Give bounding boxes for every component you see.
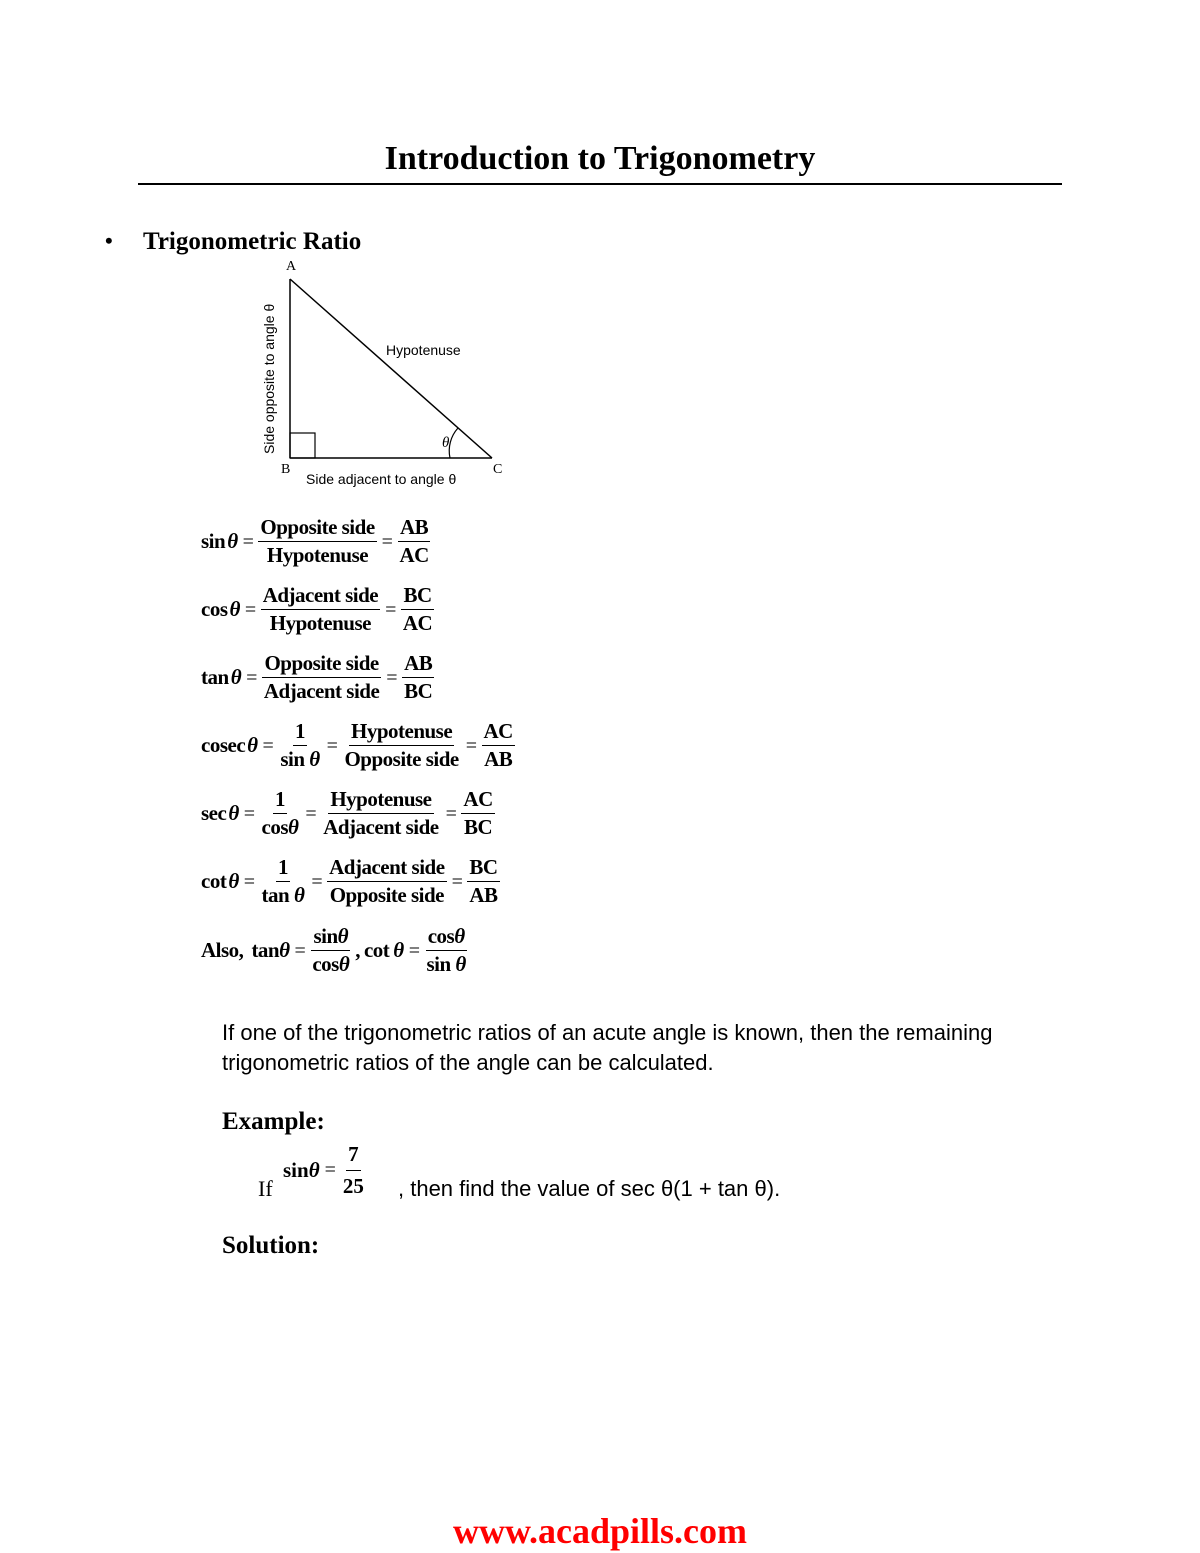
fraction [321, 789, 440, 838]
numerator: Opposite side [262, 653, 380, 678]
denominator: AC [402, 611, 433, 635]
formula-label: tan [201, 665, 229, 689]
equals-sign: = [465, 734, 477, 757]
theta-symbol: θ [279, 938, 290, 962]
denominator: Opposite side [344, 747, 459, 771]
denominator [278, 746, 321, 770]
denominator-fn: cos [312, 952, 339, 976]
equals-sign: = [243, 802, 255, 825]
equals-sign: = [324, 1159, 336, 1181]
example-if: If [258, 1176, 273, 1201]
formula-sin [201, 517, 431, 566]
equals-sign: = [294, 939, 306, 962]
theta-symbol: θ [227, 529, 238, 553]
denominator [424, 951, 467, 975]
fraction [467, 857, 499, 906]
section-heading: Trigonometric Ratio [143, 228, 362, 255]
right-angle-marker [290, 433, 315, 458]
denominator [260, 882, 307, 906]
theta-symbol: θ [228, 869, 239, 893]
example-given [283, 1142, 366, 1199]
theta-symbol: θ [393, 938, 404, 962]
numerator-fn: cos [427, 924, 455, 948]
formula-tan [201, 653, 434, 702]
denominator: BC [404, 679, 433, 703]
example-question: , then find the value of sec θ(1 + tan θ). [398, 1176, 781, 1201]
hypotenuse-label: Hypotenuse [386, 342, 461, 358]
denominator-fn: sin [280, 747, 305, 771]
denominator: Adjacent side [263, 679, 380, 703]
theta-symbol: θ [228, 801, 239, 825]
formula-label: tan [251, 938, 280, 962]
right-triangle-diagram [240, 252, 510, 497]
theta-symbol: θ [454, 924, 465, 948]
numerator: AC [482, 721, 515, 746]
theta-symbol: θ [293, 883, 305, 907]
formula-cos [201, 585, 434, 634]
angle-theta-label: θ [442, 435, 450, 451]
theta-symbol: θ [308, 1158, 320, 1182]
denominator: AB [484, 747, 513, 771]
numerator [311, 926, 350, 951]
numerator: 1 [273, 789, 287, 814]
formula-label: cos [201, 597, 228, 621]
equals-sign: = [311, 870, 323, 893]
theta-symbol: θ [229, 597, 240, 621]
denominator [310, 951, 351, 975]
equals-sign: = [381, 530, 393, 553]
fraction [260, 857, 307, 906]
numerator-fn: sin [313, 924, 338, 948]
denominator: Hypotenuse [266, 543, 369, 567]
equals-sign: = [386, 666, 398, 689]
numerator [426, 926, 467, 951]
equals-sign: = [445, 802, 457, 825]
bullet: • [105, 228, 113, 253]
formula-also [201, 926, 468, 975]
equals-sign: = [451, 870, 463, 893]
formula-label: sin [201, 529, 226, 553]
formula-cot [201, 857, 500, 906]
theta-symbol: θ [338, 952, 350, 976]
explanation-paragraph: If one of the trigonometric ratios of an acute angle is known, then the remaining trigonometric ratios of the angle can be calculated. [222, 1020, 993, 1075]
numerator: 7 [346, 1142, 361, 1171]
fraction [327, 857, 446, 906]
formula-label: sec [201, 801, 227, 825]
numerator: AB [398, 517, 430, 542]
formula-sec [201, 789, 495, 838]
fraction [424, 926, 467, 975]
vertex-c-label: C [493, 462, 503, 477]
side-ac-hypotenuse [290, 279, 492, 458]
denominator: Hypotenuse [269, 611, 371, 635]
equals-sign: = [244, 598, 256, 621]
theta-symbol: θ [230, 665, 242, 689]
fraction [260, 789, 301, 838]
solution-heading: Solution: [222, 1232, 320, 1259]
numerator: Adjacent side [261, 585, 380, 610]
fraction [342, 721, 460, 770]
fraction [401, 585, 434, 634]
fraction [278, 721, 321, 770]
equals-sign: = [305, 802, 317, 825]
fraction [402, 653, 434, 702]
fraction [261, 585, 380, 634]
fraction [461, 789, 494, 838]
numerator: 1 [276, 857, 290, 882]
equals-sign: = [262, 734, 274, 757]
denominator: AC [399, 543, 429, 567]
fraction [482, 721, 515, 770]
theta-symbol: θ [288, 815, 299, 839]
theta-symbol: θ [247, 733, 258, 757]
fraction [262, 653, 381, 702]
angle-arc [449, 428, 458, 458]
theta-symbol: θ [309, 747, 320, 771]
example-heading: Example: [222, 1108, 325, 1135]
comma: , [355, 938, 360, 962]
vertex-b-label: B [281, 462, 291, 477]
adjacent-side-label: Side adjacent to angle θ [306, 471, 457, 487]
formula-cosec [201, 721, 515, 770]
numerator: AC [461, 789, 494, 814]
equals-sign: = [246, 666, 257, 689]
opposite-side-label: Side opposite to angle θ [261, 303, 277, 454]
denominator: AB [469, 883, 498, 907]
denominator [260, 814, 301, 838]
equals-sign: = [326, 734, 338, 757]
numerator: AB [402, 653, 434, 678]
denominator: 25 [342, 1174, 364, 1198]
given-label: sin [283, 1158, 309, 1182]
equals-sign: = [385, 598, 396, 621]
numerator: Hypotenuse [328, 789, 433, 814]
theta-symbol: θ [337, 924, 349, 948]
fraction [397, 517, 430, 566]
theta-symbol: θ [455, 952, 466, 976]
denominator-fn: cos [261, 815, 289, 839]
vertex-a-label: A [286, 259, 297, 274]
numerator: Opposite side [258, 517, 376, 542]
denominator: BC [463, 815, 493, 839]
numerator: Adjacent side [327, 857, 446, 882]
denominator: Adjacent side [323, 815, 439, 839]
title-underline [138, 183, 1062, 185]
denominator-fn: sin [426, 952, 451, 976]
equals-sign: = [243, 870, 255, 893]
numerator: Hypotenuse [349, 721, 454, 746]
numerator: BC [401, 585, 433, 610]
also-prefix: Also, [201, 938, 244, 962]
formula-label: cot [363, 938, 390, 962]
footer-url[interactable]: www.acadpills.com [452, 1511, 747, 1551]
denominator-fn: tan [261, 883, 290, 907]
fraction [258, 517, 376, 566]
fraction [341, 1142, 366, 1199]
formula-label: cot [201, 869, 227, 893]
page-title: Introduction to Trigonometry [384, 140, 816, 177]
fraction [310, 926, 351, 975]
denominator: Opposite side [329, 883, 444, 907]
formula-label: cosec [201, 733, 246, 757]
equals-sign: = [408, 939, 420, 962]
numerator: 1 [293, 721, 307, 746]
equals-sign: = [242, 530, 254, 553]
numerator: BC [467, 857, 499, 882]
